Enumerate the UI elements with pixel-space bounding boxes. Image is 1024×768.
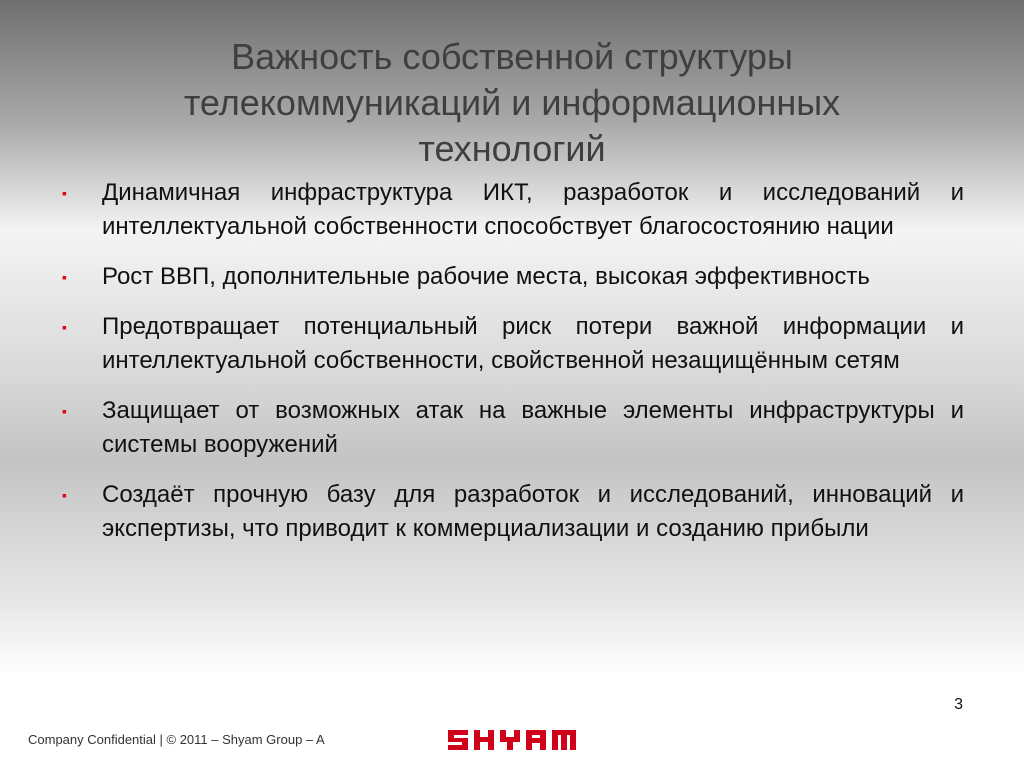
page-number: 3 — [954, 696, 963, 713]
bullet-marker-icon: ▪ — [62, 403, 67, 419]
bullet-marker-icon: ▪ — [62, 487, 67, 503]
bullet-item — [60, 478, 964, 546]
bullet-marker-icon: ▪ — [62, 185, 67, 201]
footer-confidential-text: Company Confidential | © 2011 – Shyam Group – A — [28, 732, 325, 747]
bullet-item — [60, 310, 964, 378]
bullet-text: Защищает от возможных атак на важные элементы инфраструктуры и системы вооружений — [102, 397, 964, 458]
bullet-text: Создаёт прочную базу для разработок и исследований, инноваций и экспертизы, что приводит к коммерциализации и созданию прибыли — [102, 481, 964, 542]
slide-title: Важность собственной структуры телекоммуникаций и информационных технологий — [183, 36, 841, 169]
bullet-marker-icon: ▪ — [62, 319, 67, 335]
bullet-item — [60, 176, 964, 244]
bullet-text: Предотвращает потенциальный риск потери важной информации и интеллектуальной собственности, свойственной незащищённым сетям — [102, 313, 964, 374]
shyam-logo-icon — [446, 728, 578, 752]
bullet-text: Динамичная инфраструктура ИКТ, разработок и исследований и интеллектуальной собственности способствует благосостоянию нации — [102, 179, 964, 240]
bullet-marker-icon: ▪ — [62, 269, 67, 285]
bullet-item — [60, 394, 964, 462]
bullet-item — [60, 260, 964, 294]
bullet-list — [60, 176, 964, 562]
bullet-text: Рост ВВП, дополнительные рабочие места, высокая эффективность — [102, 263, 870, 290]
